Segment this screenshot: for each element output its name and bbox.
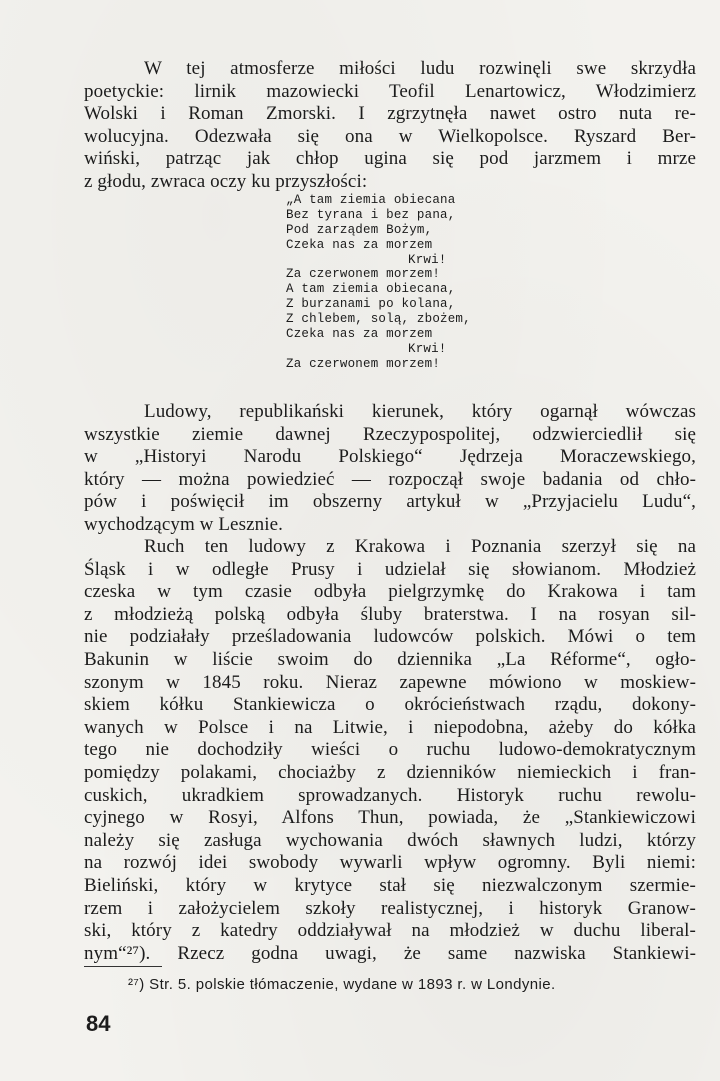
text-line: poetyckie: lirnik mazowiecki Teofil Lenartowicz, Włodzimierz xyxy=(84,80,696,102)
paragraph-ludowy xyxy=(84,401,696,537)
text-line: pów i poświęcił im obszerny artykuł w „Przyjacielu Ludu“, xyxy=(84,491,696,513)
page-number: 84 xyxy=(86,1011,111,1036)
text-line: wolucyjna. Odezwała się ona w Wielkopolsce. Ryszard Ber- xyxy=(84,125,696,147)
text-line: wszystkie ziemie dawnej Rzeczypospolitej, odzwierciedlił się xyxy=(84,423,696,445)
poem-line: Bez tyrana i bez pana, xyxy=(286,207,456,222)
text-line: Wolski i Roman Zmorski. I zgrzytnęła nawet ostro nuta re- xyxy=(84,103,696,125)
poem-line: A tam ziemia obiecana, xyxy=(286,282,456,297)
intro-paragraph xyxy=(84,58,696,194)
poem-line: Czeka nas za morzem xyxy=(286,237,433,252)
text-line: z głodu, zwraca oczy ku przyszłości: xyxy=(84,170,368,192)
poem-quote xyxy=(286,193,546,372)
text-line: wanych w Polsce i na Litwie, i niepodobna, ażeby do kółka xyxy=(84,716,696,738)
text-line: Ludowy, republikański kierunek, który ogarnął wówczas xyxy=(144,401,696,422)
text-line: skiem kółku Stankiewicza o okrócieństwach rządu, dokony- xyxy=(84,694,696,716)
poem-line: Czeka nas za morzem xyxy=(286,327,433,342)
text-line: rzem i założycielem szkoły realistycznej, i historyk Granow- xyxy=(84,897,696,919)
text-line: ski, który z katedry oddziaływał na młodzież w duchu liberal- xyxy=(84,920,696,942)
text-line: Ruch ten ludowy z Krakowa i Poznania szerzył się na xyxy=(144,536,696,557)
text-line: na rozwój idei swobody wywarli wpływ ogromny. Byli niemi: xyxy=(84,852,696,874)
footnote: ²⁷) Str. 5. polskie tłómaczenie, wydane w 1893 r. w Londynie. xyxy=(128,976,556,993)
poem-line: Pod zarządem Bożym, xyxy=(286,222,433,237)
text-line: w „Historyi Narodu Polskiego“ Jędrzeja Moraczewskiego, xyxy=(84,446,696,468)
text-line: który — można powiedzieć — rozpoczął swoje badania od chło- xyxy=(84,468,696,490)
poem-line: Krwi! xyxy=(408,252,447,267)
text-line: tego nie dochodziły wieści o ruchu ludowo-demokratycznym xyxy=(84,739,696,761)
poem-line: „A tam ziemia obiecana xyxy=(286,193,456,207)
footnote-divider xyxy=(84,966,162,967)
text-line: wychodzącym w Lesznie. xyxy=(84,513,283,535)
text-line: nie podziałały prześladowania ludowców polskich. Mówi o tem xyxy=(84,626,696,648)
text-line: wiński, patrząc jak chłop ugina się pod jarzmem i mrze xyxy=(84,148,696,170)
text-line: z młodzieżą polską odbyła śluby braterstwa. I na rosyan sil- xyxy=(84,603,696,625)
text-line: czeska w tym czasie odbyła pielgrzymkę do Krakowa i tam xyxy=(84,581,696,603)
text-line: Bieliński, który w krytyce stał się niezwalczonym szermie- xyxy=(84,874,696,896)
text-line: Śląsk i w odległe Prusy i udzielał się słowianom. Młodzież xyxy=(84,558,696,580)
poem-line: Za czerwonem morzem! xyxy=(286,267,441,282)
text-line: cuskich, ukradkiem sprowadzanych. Historyk ruchu rewolu- xyxy=(84,784,696,806)
text-line: Bakunin w liście swoim do dziennika „La Réforme“, ogło- xyxy=(84,648,696,670)
poem-line: Z chlebem, solą, zbożem, xyxy=(286,312,471,327)
poem-line: Z burzanami po kolana, xyxy=(286,297,456,312)
text-line: pomiędzy polakami, chociażby z dzienników niemieckich i fran- xyxy=(84,761,696,783)
poem-line: Krwi! xyxy=(408,341,447,356)
text-line: nym“²⁷). Rzecz godna uwagi, że same nazwiska Stankiewi- xyxy=(84,942,696,964)
paragraph-ruch xyxy=(84,536,696,965)
text-line: szonym w 1845 roku. Nieraz zapewne mówiono w moskiew- xyxy=(84,671,696,693)
poem-line: Za czerwonem morzem! xyxy=(286,356,441,371)
text-line: cyjnego w Rosyi, Alfons Thun, powiada, że „Stankiewiczowi xyxy=(84,807,696,829)
text-line: należy się zasługa wychowania dwóch sławnych ludzi, którzy xyxy=(84,829,696,851)
text-line: W tej atmosferze miłości ludu rozwinęli swe skrzydła xyxy=(144,58,696,79)
